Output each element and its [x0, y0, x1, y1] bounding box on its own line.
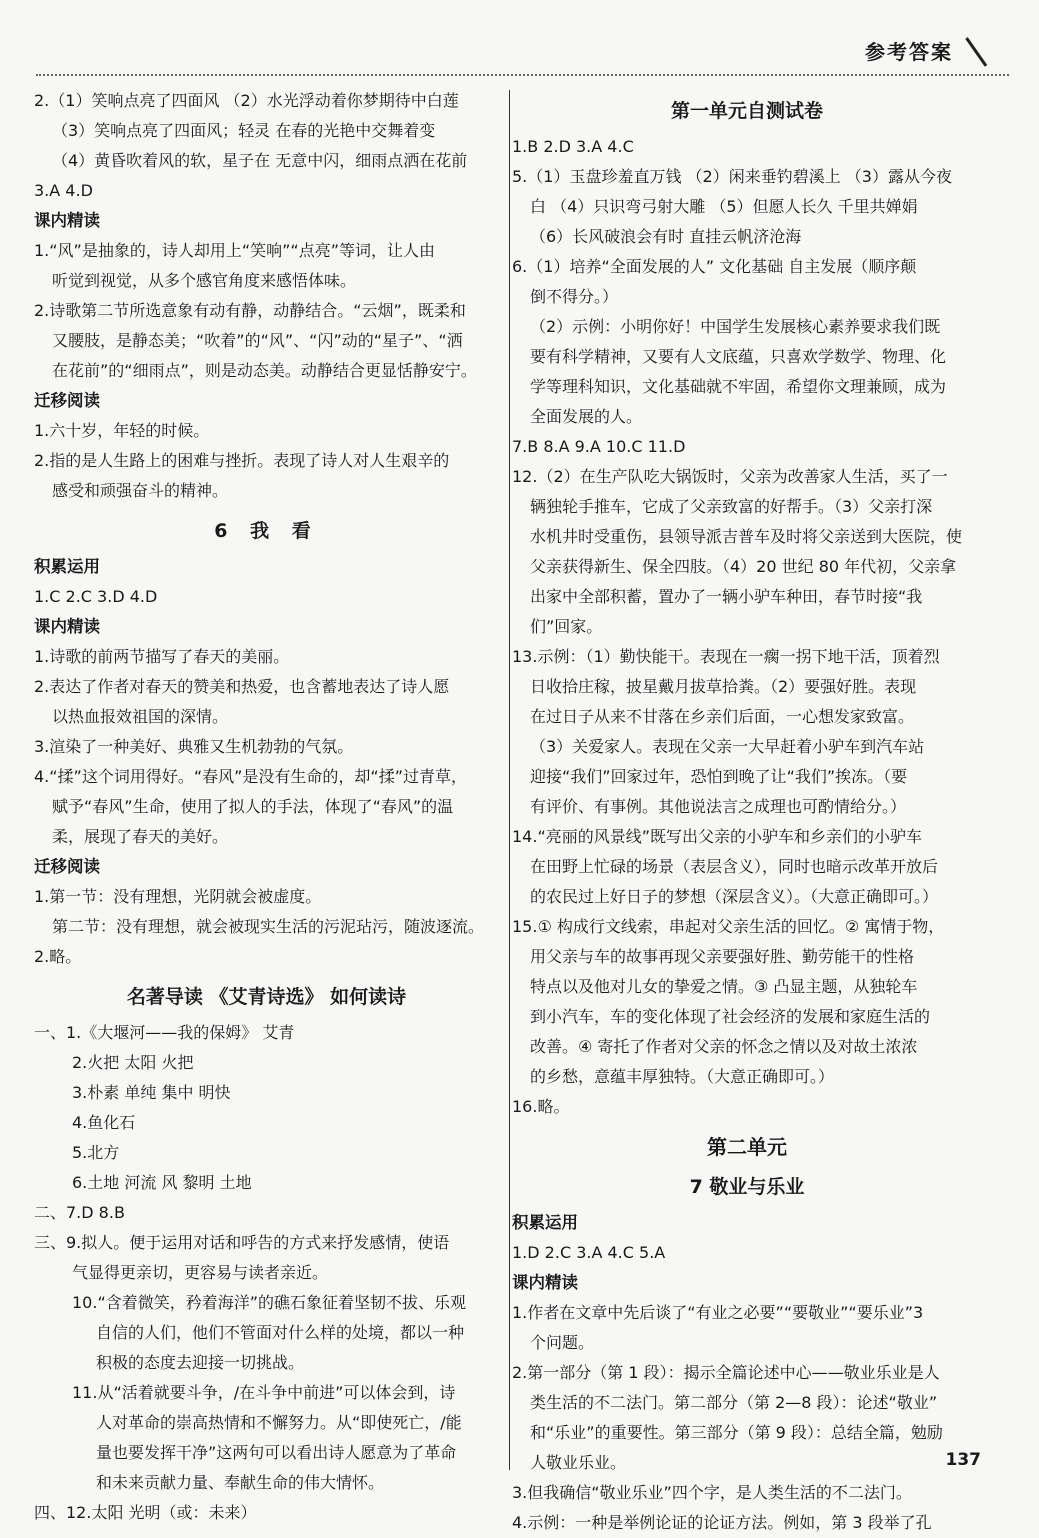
text-line: 和未来贡献力量、奉献生命的伟大情怀。 [96, 1473, 385, 1492]
text-line: 2.略。 [34, 947, 82, 966]
page-header [865, 32, 1019, 68]
text-line: 柔，展现了春天的美好。 [52, 827, 229, 846]
text-line: 2.诗歌第二节所选意象有动有静，动静结合。“云烟”，既柔和 [34, 301, 466, 320]
text-line: 有评价、有事例。其他说法言之成理也可酌情给分。） [530, 797, 907, 816]
text-line: 特点以及他对儿女的挚爱之情。③ 凸显主题，从独轮车 [530, 977, 918, 996]
text-line: 2.第一部分（第 1 段）：揭示全篇论述中心——敬业乐业是人 [512, 1363, 940, 1382]
text-line: 11.从“活着就要斗争，/在斗争中前进”可以体会到，诗 [72, 1383, 456, 1402]
section-title: 7 敬业与乐业 [689, 1176, 805, 1198]
text-line: 人敬业乐业。 [530, 1453, 627, 1472]
text-line: 的农民过上好日子的梦想（深层含义）。（大意正确即可。） [530, 887, 939, 906]
text-line: 在花前”的“细雨点”，则是动态美。动静结合更显恬静安宁。 [52, 361, 477, 380]
text-line: 12.（2）在生产队吃大锅饭时，父亲为改善家人生活，买了一 [512, 467, 948, 486]
text-line: （3）关爱家人。表现在父亲一大早赶着小驴车到汽车站 [530, 737, 925, 756]
text-line: 倒不得分。） [530, 287, 619, 306]
text-line: 3.A 4.D [34, 181, 93, 200]
section-title: 6 我 看 [214, 520, 319, 542]
text-line: 1.作者在文章中先后谈了“有业之必要”“要敬业”“要乐业”3 [512, 1303, 924, 1322]
section-title: 第一单元自测试卷 [670, 100, 823, 122]
text-line: 学等理科知识，文化基础就不牢固，希望你文理兼顾，成为 [530, 377, 947, 396]
subsection-heading: 积累运用 [512, 1213, 578, 1232]
text-line: 以热血报效祖国的深情。 [52, 707, 229, 726]
text-line: （3）笑响点亮了四面风；轻灵 在春的光艳中交舞着变 [52, 121, 436, 140]
text-line: 2.表达了作者对春天的赞美和热爱，也含蓄地表达了诗人愿 [34, 677, 450, 696]
text-line: 个问题。 [530, 1333, 595, 1352]
text-line: 父亲获得新生、保全四肢。（4）20 世纪 80 年代初，父亲拿 [530, 557, 957, 576]
text-line: 6.（1）培养“全面发展的人” 文化基础 自主发展（顺序颠 [512, 257, 917, 276]
text-line: 三、9.拟人。便于运用对话和呼告的方式来抒发感情，使语 [34, 1233, 450, 1252]
text-line: 在田野上忙碌的场景（表层含义），同时也暗示改革开放后 [530, 857, 939, 876]
text-line: 10.“含着微笑，矜着海洋”的礁石象征着坚韧不拔、乐观 [72, 1293, 467, 1312]
text-line: 自信的人们，他们不管面对什么样的处境，都以一种 [96, 1323, 465, 1342]
subsection-heading: 课内精读 [34, 211, 100, 230]
text-line: 第二节：没有理想，就会被现实生活的污泥玷污，随波逐流。 [52, 917, 485, 936]
text-line: 出家中全部积蓄，置办了一辆小驴车种田，春节时接“我 [530, 587, 923, 606]
text-line: 水机井时受重伤，县领导派吉普车及时将父亲送到大医院，使 [530, 527, 963, 546]
text-line: （4）黄昏吹着风的软，星子在 无意中闪，细雨点洒在花前 [52, 151, 468, 170]
text-line: 1.第一节：没有理想，光阴就会被虚度。 [34, 887, 322, 906]
text-line: 3.朴素 单纯 集中 明快 [72, 1083, 231, 1102]
text-line: （6）长风破浪会有时 直挂云帆济沧海 [530, 227, 802, 246]
text-line: 到小汽车，车的变化体现了社会经济的发展和家庭生活的 [530, 1007, 931, 1026]
text-line: 4.示例：一种是举例论证的论证方法。例如，第 3 段举了孔 [512, 1513, 932, 1532]
text-line: 量也要发挥干净”这两句可以看出诗人愿意为了革命 [96, 1443, 457, 1462]
text-line: 2.火把 太阳 火把 [72, 1053, 194, 1072]
text-line: 白 （4）只识弯弓射大雕 （5）但愿人长久 千里共婵娟 [530, 197, 918, 216]
header-slash-decoration [959, 32, 1019, 68]
subsection-heading: 迁移阅读 [34, 391, 100, 410]
text-line: 3.但我确信“敬业乐业”四个字，是人类生活的不二法门。 [512, 1483, 912, 1502]
subsection-heading: 迁移阅读 [34, 857, 100, 876]
text-line: 5.北方 [72, 1143, 120, 1162]
text-line: 13.示例：（1）勤快能干。表现在一瘸一拐下地干活，顶着烈 [512, 647, 940, 666]
text-line: 感受和顽强奋斗的精神。 [52, 481, 229, 500]
text-line: 4.鱼化石 [72, 1113, 136, 1132]
text-line: 用父亲与车的故事再现父亲要强好胜、勤劳能干的性格 [530, 947, 915, 966]
section-title: 名著导读 《艾青诗选》 如何读诗 [126, 986, 407, 1008]
text-line: 的乡愁，意蕴丰厚独特。（大意正确即可。） [530, 1067, 835, 1086]
text-line: 1.诗歌的前两节描写了春天的美丽。 [34, 647, 290, 666]
text-line: 四、12.太阳 光明（或：未来） [34, 1503, 257, 1522]
text-line: 听觉到视觉，从多个感官角度来感悟体味。 [52, 271, 357, 290]
text-line: 们”回家。 [530, 617, 603, 636]
text-line: 1.B 2.D 3.A 4.C [512, 137, 634, 156]
text-line: 改善。④ 寄托了作者对父亲的怀念之情以及对故土浓浓 [530, 1037, 918, 1056]
subsection-heading: 积累运用 [34, 557, 100, 576]
text-line: 7.B 8.A 9.A 10.C 11.D [512, 437, 686, 456]
text-line: 6.土地 河流 风 黎明 土地 [72, 1173, 252, 1192]
text-line: 1.C 2.C 3.D 4.D [34, 587, 158, 606]
text-line: 1.D 2.C 3.A 4.C 5.A [512, 1243, 666, 1262]
header-dotted-rule [36, 74, 1009, 76]
text-line: 14.“亮丽的风景线”既写出父亲的小驴车和乡亲们的小驴车 [512, 827, 923, 846]
text-line: 1.六十岁，年轻的时候。 [34, 421, 210, 440]
text-line: 气显得更亲切，更容易与读者亲近。 [72, 1263, 329, 1282]
text-line: 又腰肢，是静态美；“吹着”的“风”、“闪”动的“星子”、“洒 [52, 331, 463, 350]
text-line: 人对革命的崇高热情和不懈努力。从“即使死亡，/能 [96, 1413, 462, 1432]
text-line: 日收拾庄稼，披星戴月拔草拾粪。（2）要强好胜。表现 [530, 677, 917, 696]
text-line: 辆独轮手推车，它成了父亲致富的好帮手。（3）父亲打深 [530, 497, 933, 516]
page-number: 137 [945, 1450, 981, 1470]
text-line: 一、1.《大堰河——我的保姆》 艾青 [34, 1023, 295, 1042]
text-line: 全面发展的人。 [530, 407, 643, 426]
text-line: （2）示例：小明你好！中国学生发展核心素养要求我们既 [530, 317, 941, 336]
text-line: 5.（1）玉盘珍羞直万钱 （2）闲来垂钓碧溪上 （3）露从今夜 [512, 167, 952, 186]
text-line: 3.渲染了一种美好、典雅又生机勃勃的气氛。 [34, 737, 354, 756]
header-title: 参考答案 [865, 39, 953, 64]
text-line: 16.略。 [512, 1097, 570, 1116]
section-title: 第二单元 [707, 1135, 787, 1159]
text-line: 类生活的不二法门。第二部分（第 2—8 段）：论述“敬业” [530, 1393, 938, 1412]
text-line: 要有科学精神，又要有人文底蕴，只喜欢学数学、物理、化 [530, 347, 947, 366]
text-line: 迎接“我们”回家过年，恐怕到晚了让“我们”挨冻。（要 [530, 767, 908, 786]
text-line: 1.“风”是抽象的，诗人却用上“笑响”“点亮”等词，让人由 [34, 241, 436, 260]
subsection-heading: 课内精读 [512, 1273, 578, 1292]
text-line: 4.“揉”这个词用得好。“春风”是没有生命的，却“揉”过青草， [34, 767, 468, 786]
text-line: 和“乐业”的重要性。第三部分（第 9 段）：总结全篇，勉励 [530, 1423, 943, 1442]
text-line: 积极的态度去迎接一切挑战。 [96, 1353, 305, 1372]
text-line: 二、7.D 8.B [34, 1203, 125, 1222]
text-line: 2.指的是人生路上的困难与挫折。表现了诗人对人生艰辛的 [34, 451, 450, 470]
text-line: 15.① 构成行文线索，串起对父亲生活的回忆。② 寓情于物， [512, 917, 945, 936]
text-line: 2.（1）笑响点亮了四面风 （2）水光浮动着你梦期待中白莲 [34, 91, 459, 110]
subsection-heading: 课内精读 [34, 617, 100, 636]
text-line: 在过日子从来不甘落在乡亲们后面，一心想发家致富。 [530, 707, 915, 726]
left-column [34, 86, 499, 1528]
right-column [512, 86, 982, 1538]
column-divider [509, 90, 510, 1470]
text-line: 赋予“春风”生命，使用了拟人的手法，体现了“春风”的温 [52, 797, 454, 816]
